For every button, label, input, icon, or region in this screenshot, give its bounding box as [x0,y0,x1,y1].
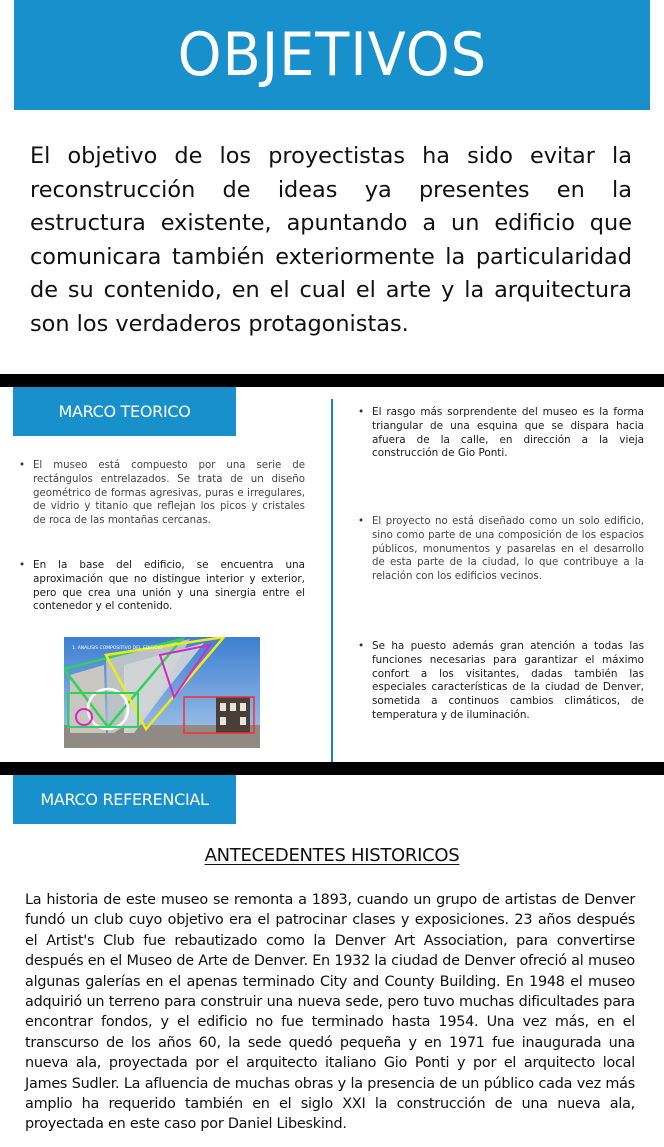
marco-teorico-tag [13,387,236,436]
history-text: La historia de este museo se remonta a 1893, cuando un grupo de artistas de Denver fundó un club cuyo objetivo era el patrocinar clases y exposiciones. 23 años después el Artist's Club fue rebautizado como la Denver Art Association, para convertirse después en el Museo de Arte de Denver. En 1932 la ciudad de Denver ofreció al museo algunas galerías en el apenas terminado City and County Building. En 1948 el museo adquirió un terreno para construir una nueva sede, pero tuvo muchas dificultades para encontrar fondos, y el edificio no fue terminado hasta 1954. Una vez más, en el transcurso de los años 60, la sede quedó pequeña y en 1971 fue inaugurada una nueva ala, proyectada por el arquitecto italiano Gio Ponti y por el arquitecto local James Sudler. La afluencia de muchas obras y la presencia de un público cada vez más amplio ha requerido también en el siglo XXI la construcción de una nueva ala, proyectada en este caso por Daniel Libeskind. [25,892,635,1133]
building-analysis-drawing [64,637,260,748]
teorico-right-item-1 [358,406,644,461]
column-divider [331,399,333,762]
bullet-icon: • [358,406,365,418]
teorico-left-item-2-text: En la base del edificio, se encuentra una aproximación que no distingue interior y exterior, pero que crea una unión y una sinergia entre el contenedor y el contenido. [33,559,305,613]
page-title: OBJETIVOS [177,20,487,90]
title-banner [14,0,650,110]
teorico-right-item-2 [358,515,644,584]
marco-referencial-label: MARCO REFERENCIAL [40,790,209,809]
teorico-right-item-2-text: El proyecto no está diseñado como un solo edificio, sino como parte de una composición de los espacios públicos, monumentos y pasarelas en el desarrollo de esta parte de la ciudad, lo que contribuye a la relación con los edificios vecinos. [372,516,644,583]
bullet-icon: • [19,460,26,471]
teorico-right-item-1-text: El rasgo más sorprendente del museo es la forma triangular de una esquina que se dispara hacia afuera de la calle, en dirección a la vieja construcción de Gio Ponti. [372,406,644,460]
teorico-left-item-2 [19,559,305,614]
teorico-left-item-1 [19,459,305,528]
building-analysis-image [64,637,260,748]
teorico-right-item-3-text: Se ha puesto además gran atención a todas las funciones necesarias para garantizar el máximo confort a los visitantes, dadas también las especiales características de la ciudad de Denver, sometida a continuos cambios climáticos, de temperatura y de iluminación. [372,640,644,721]
image-caption: 1. ANALISIS COMPOSITIVO DEL EDIFICIO [72,646,163,651]
marco-teorico-label: MARCO TEORICO [58,402,191,421]
section-divider-bar [0,374,664,387]
objetivos-text: El objetivo de los proyectistas ha sido evitar la reconstrucción de ideas ya presentes en la estructura existente, apuntando a un edificio que comunicara también exteriormente la particularidad de su contenido, en el cual el arte y la arquitectura son los verdaderos protagonistas. [30,143,632,337]
bullet-icon: • [358,640,365,652]
teorico-left-item-1-text: El museo está compuesto por una serie de rectángulos entrelazados. Se trata de un diseño geométrico de formas agresivas, puras e irregulares, de vidrio y titanio que reflejan los picos y cristales de roca de las montañas cercanas. [33,460,305,527]
bullet-icon: • [358,516,365,527]
antecedentes-heading-text: ANTECEDENTES HISTORICOS [204,845,460,866]
antecedentes-heading [0,845,664,866]
section-divider-bar [0,762,664,775]
marco-referencial-tag [13,775,236,824]
teorico-right-item-3 [358,640,644,723]
bullet-icon: • [19,559,26,571]
